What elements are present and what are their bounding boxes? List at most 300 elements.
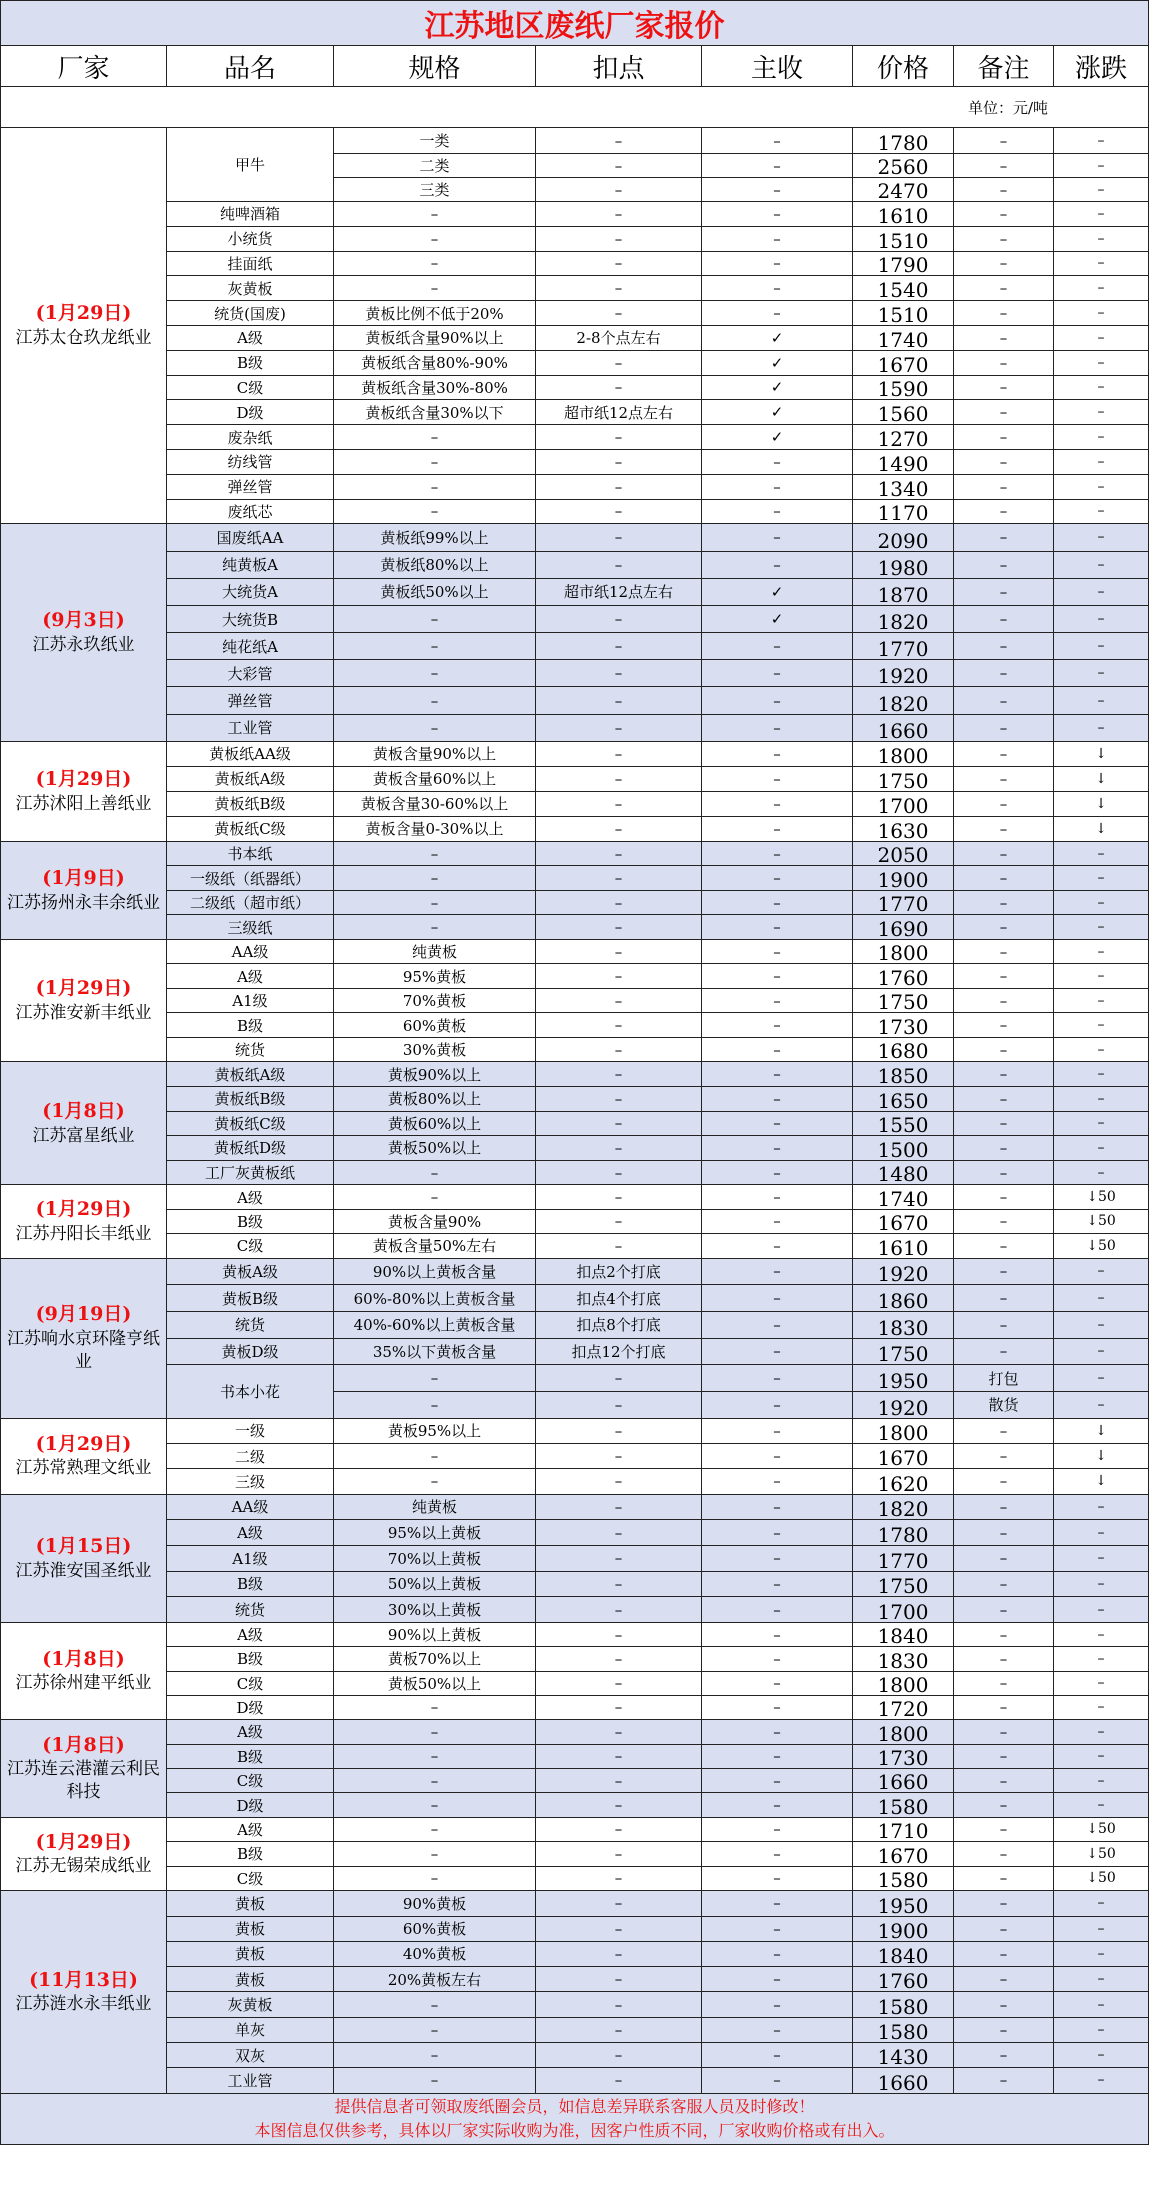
factory-cell xyxy=(1,128,167,524)
main-purchase-cell: – xyxy=(702,474,853,499)
product-name: 黄板 xyxy=(167,1916,334,1941)
note-cell: – xyxy=(954,1520,1054,1546)
table-row xyxy=(1,1111,1149,1136)
price-cell: 1170 xyxy=(853,499,954,524)
factory-date: (9月3日) xyxy=(42,609,125,632)
deduction-cell: – xyxy=(536,301,702,326)
main-purchase-cell: – xyxy=(702,766,853,791)
deduction-cell: – xyxy=(536,1817,702,1842)
table-row xyxy=(1,449,1149,474)
price-cell: 1720 xyxy=(853,1695,954,1719)
spec-cell: – xyxy=(334,251,536,276)
deduction-cell: – xyxy=(536,375,702,400)
table-row xyxy=(1,128,1149,154)
product-name: B级 xyxy=(167,1013,334,1038)
change-cell: – xyxy=(1054,1891,1149,1916)
main-purchase-cell: – xyxy=(702,1086,853,1111)
price-cell: 1830 xyxy=(853,1311,954,1338)
change-cell: – xyxy=(1054,2068,1149,2093)
change-cell: – xyxy=(1054,660,1149,687)
note-cell: – xyxy=(954,939,1054,964)
note-cell: – xyxy=(954,1992,1054,2017)
table-row xyxy=(1,226,1149,251)
spec-cell: 纯黄板 xyxy=(334,939,536,964)
header-change: 涨跌 xyxy=(1054,46,1149,87)
deduction-cell: – xyxy=(536,1842,702,1867)
price-cell: 1920 xyxy=(853,660,954,687)
change-cell: – xyxy=(1054,1013,1149,1038)
spec-cell: 90%以上黄板 xyxy=(334,1622,536,1646)
main-purchase-cell: – xyxy=(702,1209,853,1233)
change-cell: – xyxy=(1054,251,1149,276)
product-name: B级 xyxy=(167,350,334,375)
price-cell: 1770 xyxy=(853,633,954,660)
main-purchase-cell: – xyxy=(702,988,853,1013)
main-purchase-cell: – xyxy=(702,1768,853,1792)
spec-cell: – xyxy=(334,841,536,866)
main-purchase-cell: – xyxy=(702,1720,853,1744)
price-cell: 1780 xyxy=(853,1520,954,1546)
header-factory: 厂家 xyxy=(1,46,167,87)
table-row xyxy=(1,1443,1149,1468)
note-cell: – xyxy=(954,1622,1054,1646)
spec-cell: 70%黄板 xyxy=(334,988,536,1013)
spec-cell: – xyxy=(334,1695,536,1719)
product-name: D级 xyxy=(167,1695,334,1719)
price-cell: 1620 xyxy=(853,1469,954,1494)
deduction-cell: – xyxy=(536,2017,702,2042)
change-cell: – xyxy=(1054,841,1149,866)
main-purchase-cell: – xyxy=(702,633,853,660)
spec-cell: 60%黄板 xyxy=(334,1013,536,1038)
price-cell: 1770 xyxy=(853,890,954,915)
note-cell: – xyxy=(954,890,1054,915)
spec-cell: – xyxy=(334,425,536,450)
change-cell: – xyxy=(1054,915,1149,940)
product-name: 纯啤酒箱 xyxy=(167,202,334,227)
product-name: C级 xyxy=(167,375,334,400)
main-purchase-cell: ✓ xyxy=(702,375,853,400)
factory-cell xyxy=(1,1622,167,1719)
product-name: D级 xyxy=(167,1793,334,1817)
deduction-cell: – xyxy=(536,524,702,551)
main-purchase-cell: ✓ xyxy=(702,605,853,632)
table-row xyxy=(1,2042,1149,2067)
change-cell: ↓50 xyxy=(1054,1209,1149,1233)
deduction-cell: – xyxy=(536,499,702,524)
main-purchase-cell: – xyxy=(702,1418,853,1443)
change-cell: ↓50 xyxy=(1054,1185,1149,1209)
deduction-cell: 2-8个点左右 xyxy=(536,325,702,350)
change-cell: – xyxy=(1054,1768,1149,1792)
price-cell: 1900 xyxy=(853,1916,954,1941)
main-purchase-cell: – xyxy=(702,1234,853,1258)
table-row xyxy=(1,1234,1149,1258)
change-cell: ↓ xyxy=(1054,766,1149,791)
spec-cell: 三类 xyxy=(334,178,536,202)
main-purchase-cell: – xyxy=(702,1545,853,1571)
product-name: 大统货B xyxy=(167,605,334,632)
table-row xyxy=(1,841,1149,866)
note-cell: – xyxy=(954,605,1054,632)
change-cell: – xyxy=(1054,1622,1149,1646)
note-cell: – xyxy=(954,1647,1054,1671)
note-cell: – xyxy=(954,325,1054,350)
product-name: A级 xyxy=(167,325,334,350)
price-cell: 1800 xyxy=(853,1671,954,1695)
spec-cell: – xyxy=(334,1443,536,1468)
spec-cell: 黄板纸含量30%以下 xyxy=(334,400,536,425)
price-cell: 1820 xyxy=(853,1494,954,1520)
change-cell: – xyxy=(1054,499,1149,524)
deduction-cell: – xyxy=(536,1992,702,2017)
spec-cell: – xyxy=(334,276,536,301)
table-row xyxy=(1,1185,1149,1209)
spec-cell: 黄板含量30-60%以上 xyxy=(334,791,536,816)
main-purchase-cell: – xyxy=(702,1136,853,1161)
spec-cell: 60%-80%以上黄板含量 xyxy=(334,1285,536,1312)
table-row xyxy=(1,866,1149,891)
main-purchase-cell: – xyxy=(702,1967,853,1992)
change-cell: – xyxy=(1054,1793,1149,1817)
change-cell: – xyxy=(1054,939,1149,964)
deduction-cell: – xyxy=(536,791,702,816)
price-cell: 1800 xyxy=(853,741,954,766)
footer-line-2: 本图信息仅供参考，具体以厂家实际收购为准，因客户性质不同，厂家收购价格或有出入。 xyxy=(254,2120,895,2140)
deduction-cell: – xyxy=(536,1469,702,1494)
note-cell: – xyxy=(954,449,1054,474)
price-cell: 1740 xyxy=(853,1185,954,1209)
change-cell: – xyxy=(1054,1967,1149,1992)
price-cell: 1850 xyxy=(853,1062,954,1087)
main-purchase-cell: ✓ xyxy=(702,400,853,425)
spec-cell: – xyxy=(334,226,536,251)
factory-date: (9月19日) xyxy=(35,1303,132,1326)
price-cell: 1550 xyxy=(853,1111,954,1136)
spec-cell: 黄板60%以上 xyxy=(334,1111,536,1136)
price-cell: 1510 xyxy=(853,226,954,251)
main-purchase-cell: – xyxy=(702,301,853,326)
product-name: 一级纸（纸器纸） xyxy=(167,866,334,891)
change-cell: – xyxy=(1054,400,1149,425)
deduction-cell: – xyxy=(536,1967,702,1992)
note-cell: – xyxy=(954,1744,1054,1768)
factory-name: 江苏扬州永丰余纸业 xyxy=(7,892,160,913)
spec-cell: 黄板含量90%以上 xyxy=(334,741,536,766)
header-product: 品名 xyxy=(167,46,334,87)
change-cell: ↓ xyxy=(1054,1443,1149,1468)
spec-cell: – xyxy=(334,1817,536,1842)
sheet-title: 江苏地区废纸厂家报价 xyxy=(1,1,1149,46)
deduction-cell: – xyxy=(536,1418,702,1443)
footer-line-1: 提供信息者可领取废纸圈会员，如信息差异联系客服人员及时修改！ xyxy=(334,2097,815,2117)
factory-date: (1月8日) xyxy=(42,1733,125,1756)
price-cell: 1660 xyxy=(853,2068,954,2093)
main-purchase-cell: ✓ xyxy=(702,425,853,450)
price-cell: 1840 xyxy=(853,1941,954,1966)
price-cell: 1700 xyxy=(853,1597,954,1623)
note-cell: – xyxy=(954,866,1054,891)
header-note: 备注 xyxy=(954,46,1054,87)
main-purchase-cell: ✓ xyxy=(702,578,853,605)
deduction-cell: – xyxy=(536,1597,702,1623)
price-cell: 1770 xyxy=(853,1545,954,1571)
factory-name: 江苏永玖纸业 xyxy=(32,634,135,655)
change-cell: – xyxy=(1054,1391,1149,1418)
factory-name: 江苏丹阳长丰纸业 xyxy=(15,1223,152,1244)
table-row xyxy=(1,1916,1149,1941)
spec-cell: – xyxy=(334,2068,536,2093)
note-cell: – xyxy=(954,1086,1054,1111)
price-cell: 1950 xyxy=(853,1891,954,1916)
note-cell: – xyxy=(954,1571,1054,1597)
price-cell: 1340 xyxy=(853,474,954,499)
table-row xyxy=(1,1817,1149,1842)
change-cell: – xyxy=(1054,375,1149,400)
deduction-cell: – xyxy=(536,714,702,741)
note-cell: – xyxy=(954,2017,1054,2042)
note-cell: – xyxy=(954,2042,1054,2067)
product-name: 黄板纸C级 xyxy=(167,1111,334,1136)
spec-cell: – xyxy=(334,915,536,940)
table-row xyxy=(1,816,1149,841)
deduction-cell: – xyxy=(536,1494,702,1520)
note-cell: – xyxy=(954,1285,1054,1312)
table-row xyxy=(1,1793,1149,1817)
main-purchase-cell: – xyxy=(702,915,853,940)
factory-cell xyxy=(1,524,167,742)
note-cell: – xyxy=(954,276,1054,301)
product-name: A1级 xyxy=(167,988,334,1013)
note-cell: – xyxy=(954,251,1054,276)
table-row xyxy=(1,633,1149,660)
product-name: 黄板纸A级 xyxy=(167,1062,334,1087)
table-row xyxy=(1,425,1149,450)
table-row xyxy=(1,325,1149,350)
price-cell: 1670 xyxy=(853,350,954,375)
note-cell: – xyxy=(954,1597,1054,1623)
spec-cell: 90%黄板 xyxy=(334,1891,536,1916)
spec-cell: 一类 xyxy=(334,128,536,154)
table-row xyxy=(1,1365,1149,1392)
factory-cell xyxy=(1,841,167,939)
change-cell: – xyxy=(1054,325,1149,350)
price-cell: 1480 xyxy=(853,1160,954,1185)
spec-cell: 40%-60%以上黄板含量 xyxy=(334,1311,536,1338)
table-row xyxy=(1,1258,1149,1285)
product-name: 书本纸 xyxy=(167,841,334,866)
deduction-cell: – xyxy=(536,1891,702,1916)
spec-cell: – xyxy=(334,202,536,227)
table-row xyxy=(1,375,1149,400)
note-cell: – xyxy=(954,1443,1054,1468)
change-cell: – xyxy=(1054,633,1149,660)
deduction-cell: – xyxy=(536,988,702,1013)
main-purchase-cell: – xyxy=(702,1494,853,1520)
main-purchase-cell: – xyxy=(702,524,853,551)
deduction-cell: – xyxy=(536,1086,702,1111)
main-purchase-cell: – xyxy=(702,841,853,866)
deduction-cell: – xyxy=(536,2068,702,2093)
price-cell: 1270 xyxy=(853,425,954,450)
note-cell: – xyxy=(954,964,1054,989)
product-name: 挂面纸 xyxy=(167,251,334,276)
spec-cell: – xyxy=(334,1842,536,1867)
price-cell: 1750 xyxy=(853,1571,954,1597)
deduction-cell: 扣点8个打底 xyxy=(536,1311,702,1338)
deduction-cell: – xyxy=(536,741,702,766)
deduction-cell: – xyxy=(536,1111,702,1136)
note-cell: – xyxy=(954,1768,1054,1792)
factory-date: (1月9日) xyxy=(42,867,125,890)
price-cell: 1690 xyxy=(853,915,954,940)
price-cell: 1860 xyxy=(853,1285,954,1312)
note-cell: – xyxy=(954,400,1054,425)
note-cell: – xyxy=(954,425,1054,450)
note-cell: – xyxy=(954,741,1054,766)
deduction-cell: – xyxy=(536,1571,702,1597)
deduction-cell: – xyxy=(536,1720,702,1744)
deduction-cell: 扣点12个打底 xyxy=(536,1338,702,1365)
note-cell: – xyxy=(954,1967,1054,1992)
factory-cell xyxy=(1,741,167,841)
deduction-cell: – xyxy=(536,915,702,940)
spec-cell: – xyxy=(334,2017,536,2042)
price-cell: 1800 xyxy=(853,939,954,964)
header-spec: 规格 xyxy=(334,46,536,87)
product-name: A级 xyxy=(167,1817,334,1842)
main-purchase-cell: – xyxy=(702,128,853,154)
product-name: 黄板 xyxy=(167,1941,334,1966)
deduction-cell: – xyxy=(536,1647,702,1671)
spec-cell: – xyxy=(334,1720,536,1744)
main-purchase-cell: – xyxy=(702,1671,853,1695)
product-name: B级 xyxy=(167,1842,334,1867)
main-purchase-cell: – xyxy=(702,1443,853,1468)
table-row xyxy=(1,1720,1149,1744)
main-purchase-cell: – xyxy=(702,154,853,178)
note-cell: – xyxy=(954,1817,1054,1842)
spec-cell: 30%以上黄板 xyxy=(334,1597,536,1623)
price-cell: 1870 xyxy=(853,578,954,605)
table-row xyxy=(1,1842,1149,1867)
spec-cell: – xyxy=(334,474,536,499)
change-cell: – xyxy=(1054,2017,1149,2042)
product-name: 统货 xyxy=(167,1597,334,1623)
deduction-cell: – xyxy=(536,1391,702,1418)
deduction-cell: – xyxy=(536,178,702,202)
deduction-cell: – xyxy=(536,1941,702,1966)
spec-cell: – xyxy=(334,660,536,687)
change-cell: ↓50 xyxy=(1054,1234,1149,1258)
spec-cell: 40%黄板 xyxy=(334,1941,536,1966)
note-cell: – xyxy=(954,1136,1054,1161)
note-cell: – xyxy=(954,226,1054,251)
price-cell: 1820 xyxy=(853,605,954,632)
product-name: 弹丝管 xyxy=(167,687,334,714)
change-cell: ↓ xyxy=(1054,1418,1149,1443)
spec-cell: – xyxy=(334,2042,536,2067)
factory-cell xyxy=(1,1494,167,1622)
change-cell: – xyxy=(1054,524,1149,551)
table-row xyxy=(1,251,1149,276)
table-row xyxy=(1,1338,1149,1365)
table-row xyxy=(1,499,1149,524)
price-cell: 1750 xyxy=(853,1338,954,1365)
change-cell: – xyxy=(1054,1111,1149,1136)
product-name: 小统货 xyxy=(167,226,334,251)
deduction-cell: – xyxy=(536,1866,702,1891)
table-row xyxy=(1,1037,1149,1062)
price-cell: 1700 xyxy=(853,791,954,816)
main-purchase-cell: – xyxy=(702,1391,853,1418)
product-name: A级 xyxy=(167,1520,334,1546)
note-cell: – xyxy=(954,499,1054,524)
note-cell: – xyxy=(954,1418,1054,1443)
main-purchase-cell: – xyxy=(702,866,853,891)
spec-cell: 30%黄板 xyxy=(334,1037,536,1062)
deduction-cell: – xyxy=(536,251,702,276)
note-cell: – xyxy=(954,1160,1054,1185)
deduction-cell: – xyxy=(536,687,702,714)
table-row xyxy=(1,1571,1149,1597)
deduction-cell: 超市纸12点左右 xyxy=(536,400,702,425)
deduction-cell: – xyxy=(536,1443,702,1468)
note-cell: – xyxy=(954,1494,1054,1520)
deduction-cell: – xyxy=(536,1365,702,1392)
main-purchase-cell: – xyxy=(702,1469,853,1494)
price-cell: 1670 xyxy=(853,1443,954,1468)
spec-cell: – xyxy=(334,890,536,915)
table-row xyxy=(1,1992,1149,2017)
note-cell: – xyxy=(954,154,1054,178)
change-cell: – xyxy=(1054,1941,1149,1966)
product-name: 灰黄板 xyxy=(167,276,334,301)
factory-cell xyxy=(1,1891,167,2093)
main-purchase-cell: – xyxy=(702,1311,853,1338)
product-name: 黄板纸AA级 xyxy=(167,741,334,766)
product-name: D级 xyxy=(167,400,334,425)
table-row xyxy=(1,1520,1149,1546)
price-cell: 1830 xyxy=(853,1647,954,1671)
product-name: A1级 xyxy=(167,1545,334,1571)
spec-cell: – xyxy=(334,1160,536,1185)
product-name: 甲牛 xyxy=(167,128,334,202)
main-purchase-cell: – xyxy=(702,2017,853,2042)
change-cell: – xyxy=(1054,866,1149,891)
change-cell: – xyxy=(1054,1916,1149,1941)
note-cell: – xyxy=(954,1185,1054,1209)
spec-cell: 20%黄板左右 xyxy=(334,1967,536,1992)
table-row xyxy=(1,915,1149,940)
table-row xyxy=(1,660,1149,687)
product-name: 统货 xyxy=(167,1311,334,1338)
factory-name: 江苏涟水永丰纸业 xyxy=(15,1994,152,2015)
change-cell: ↓ xyxy=(1054,741,1149,766)
deduction-cell: – xyxy=(536,1622,702,1646)
footer-note xyxy=(1,2093,1149,2144)
table-row xyxy=(1,1062,1149,1087)
change-cell: – xyxy=(1054,1258,1149,1285)
main-purchase-cell: – xyxy=(702,1866,853,1891)
product-name: 大统货A xyxy=(167,578,334,605)
price-cell: 1670 xyxy=(853,1209,954,1233)
table-row xyxy=(1,1285,1149,1312)
product-name: 书本小花 xyxy=(167,1365,334,1418)
deduction-cell: – xyxy=(536,964,702,989)
note-cell: – xyxy=(954,1916,1054,1941)
factory-date: (1月8日) xyxy=(42,1647,125,1670)
